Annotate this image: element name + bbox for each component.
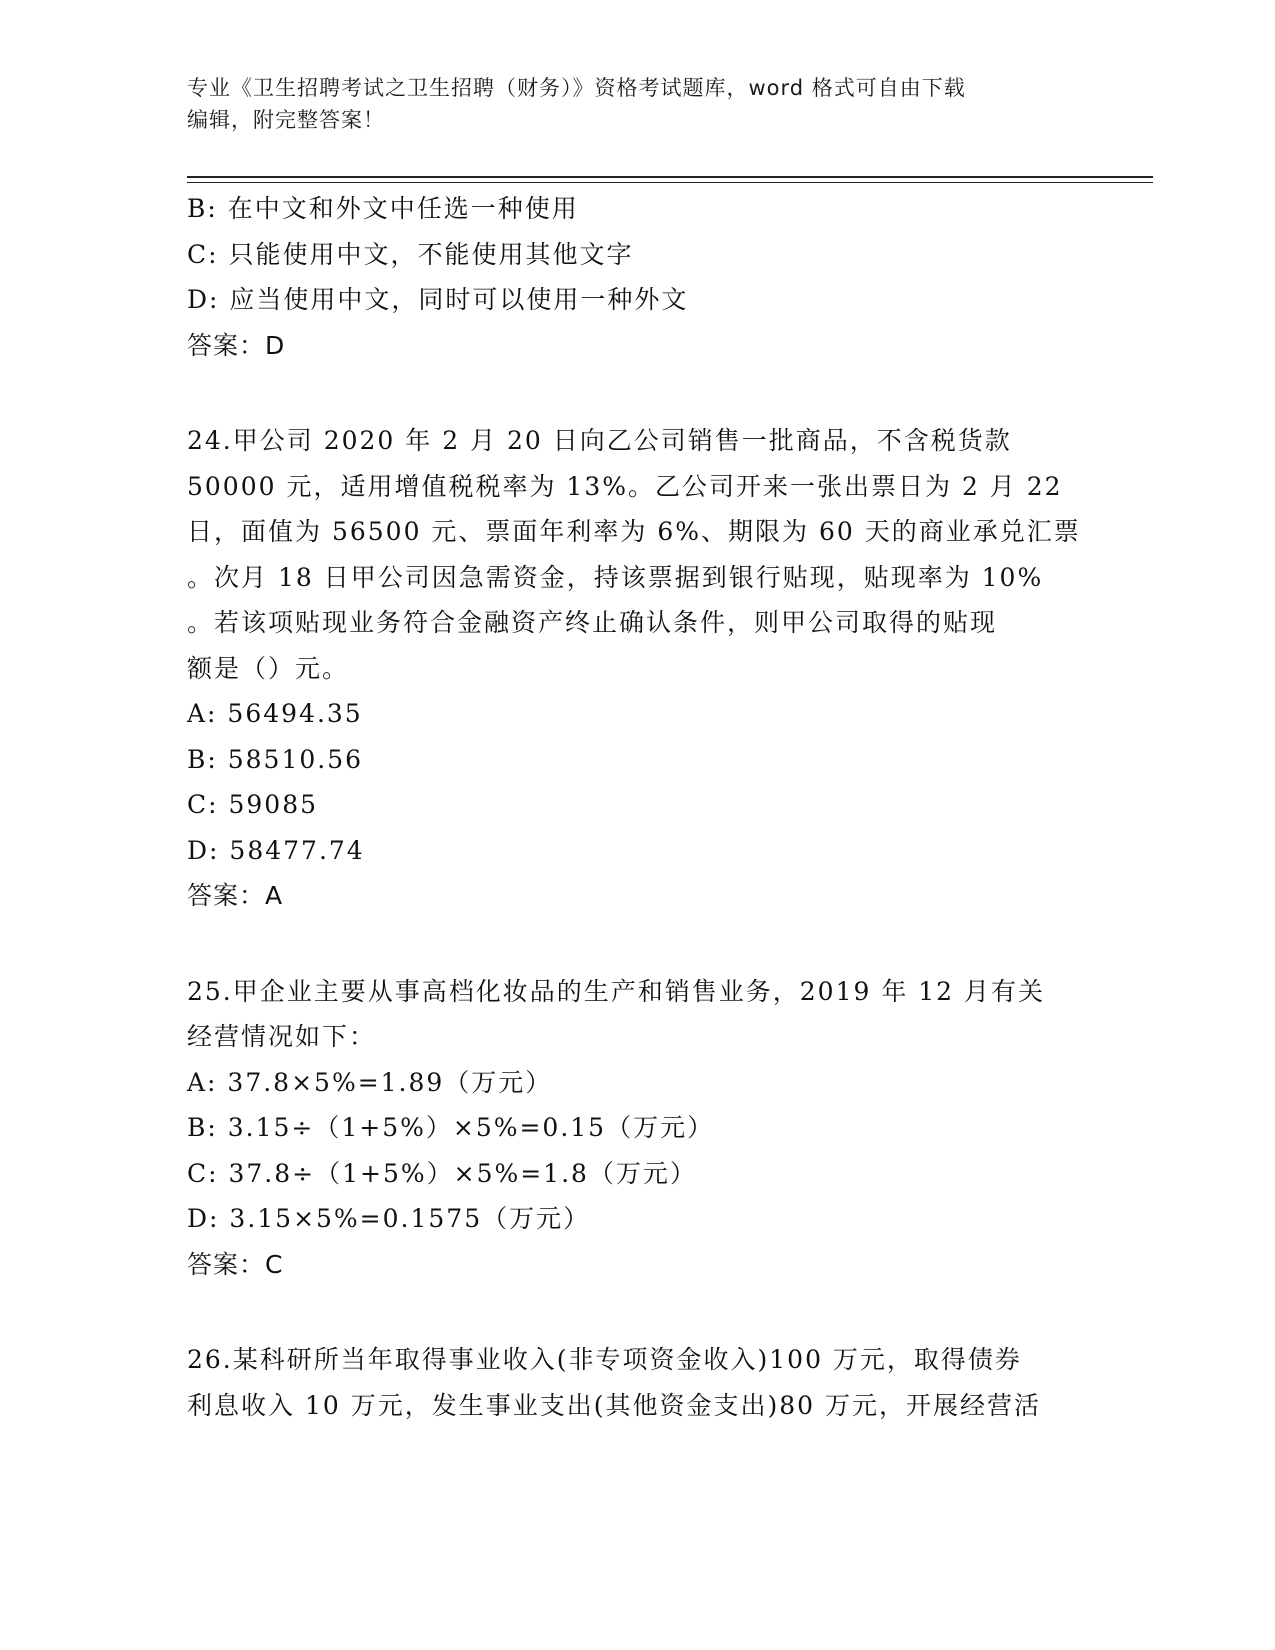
- question-24: [187, 418, 1087, 919]
- question-text-line: 额是（）元。: [187, 653, 350, 683]
- question-text-line: 日，面值为 56500 元、票面年利率为 6%、期限为 60 天的商业承兑汇票: [187, 517, 1081, 546]
- answer-line: 答案：A: [187, 881, 284, 910]
- question-26: [187, 1337, 1087, 1428]
- question-text-line: 25.甲企业主要从事高档化妆品的生产和销售业务，2019 年 12 月有关: [187, 976, 1046, 1006]
- header-rule-thick: [187, 176, 1153, 178]
- answer-line: 答案：C: [187, 1249, 284, 1279]
- option-b: B: 58510.56: [187, 744, 364, 774]
- header-line-1: 专业《卫生招聘考试之卫生招聘（财务）》资格考试题库，word 格式可自由下载: [187, 76, 966, 100]
- option-c: C: 37.8÷（1+5%）×5%=1.8（万元）: [187, 1158, 697, 1188]
- question-text-line: 经营情况如下：: [187, 1022, 377, 1051]
- question-text-line: 24.甲公司 2020 年 2 月 20 日向乙公司销售一批商品，不含税货款: [187, 426, 1012, 455]
- header-line-2: 编辑，附完整答案！: [187, 108, 385, 132]
- option-b: B: 在中文和外文中任选一种使用: [187, 194, 579, 223]
- spacer: [187, 368, 1087, 418]
- document-body: [187, 186, 1087, 1428]
- question-23-tail: [187, 186, 1087, 368]
- option-a: A: 37.8×5%=1.89（万元）: [187, 1067, 553, 1097]
- answer-line: 答案：D: [187, 330, 286, 360]
- option-b: B: 3.15÷（1+5%）×5%=0.15（万元）: [187, 1113, 715, 1142]
- option-c: C: 只能使用中文，不能使用其他文字: [187, 239, 634, 269]
- option-a: A: 56494.35: [187, 699, 363, 728]
- option-d: D: 3.15×5%=0.1575（万元）: [187, 1204, 591, 1233]
- spacer: [187, 1287, 1087, 1337]
- header-rule-thin: [187, 182, 1153, 183]
- document-header: [187, 72, 1067, 136]
- question-25: [187, 969, 1087, 1288]
- question-text-line: 利息收入 10 万元，发生事业支出(其他资金支出)80 万元，开展经营活: [187, 1390, 1041, 1420]
- option-d: D: 58477.74: [187, 835, 365, 865]
- question-text-line: 50000 元，适用增值税税率为 13%。乙公司开来一张出票日为 2 月 22: [187, 471, 1063, 501]
- question-text-line: 。若该项贴现业务符合金融资产终止确认条件，则甲公司取得的贴现: [187, 608, 998, 637]
- option-c: C: 59085: [187, 790, 319, 819]
- spacer: [187, 919, 1087, 969]
- question-text-line: 。次月 18 日甲公司因急需资金，持该票据到银行贴现，贴现率为 10%: [187, 562, 1044, 592]
- question-text-line: 26.某科研所当年取得事业收入(非专项资金收入)100 万元，取得债券: [187, 1345, 1022, 1374]
- option-d: D: 应当使用中文，同时可以使用一种外文: [187, 285, 689, 314]
